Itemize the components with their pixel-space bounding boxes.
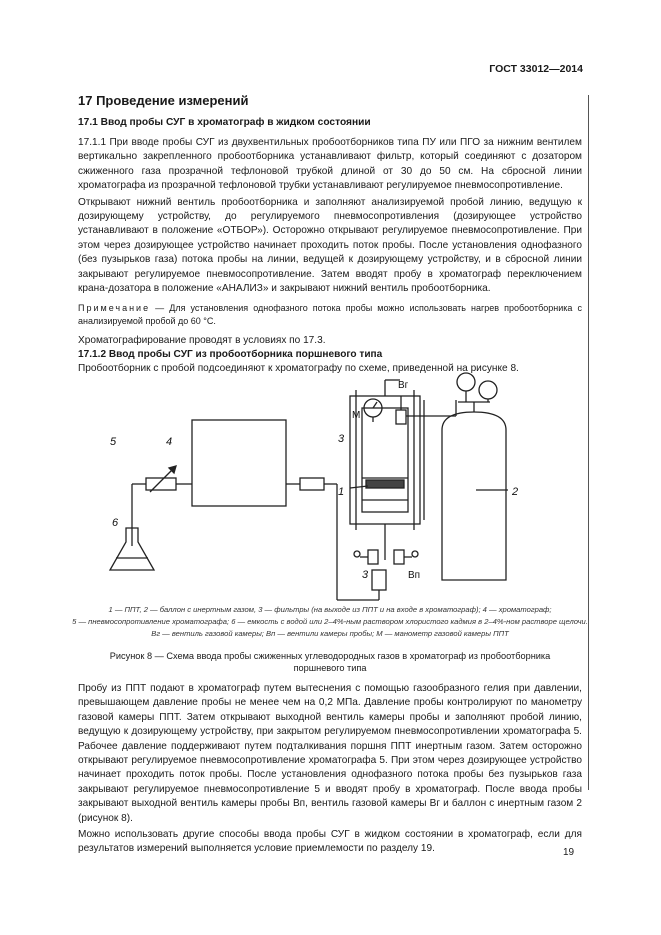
standard-header: ГОСТ 33012—2014 <box>489 63 583 75</box>
body-text-top <box>78 136 582 377</box>
paragraph-sample-feed: Пробу из ППТ подают в хроматограф путем вытеснения с помощью газообразного гелия при давлении, превышающем давление пробы не менее чем на 0,2 МПа. Давление пробы контролируют по манометру газовой камеры ППТ. Затем открывают выходной вентиль камеры пробы и заполняют пробой линию, ведущую к дозирующему устройству, при закрытом регулируемом пневмосопротивлении хроматографа 5. Рабочее давление поддерживают путем подталкивания поршня ППТ инертным газом. Затем осторожно открывают регулируемое пневмосопротивление хроматографа 5. При этом через дозирующее устройство начинает проходить поток пробы. После установления однофазного потока пробы без пузырьков газа закрывают регулируемое пневмосопротивление 5 и вводят пробу в хроматограф. После ввода пробы закрывают выходной вентиль камеры пробы Вп, вентиль газовой камеры Вг и баллон с инертным газом 2 (рисунок 8). <box>78 683 582 824</box>
body-text-bottom <box>78 682 582 857</box>
figure-8-diagram <box>0 360 661 610</box>
label-3-bottom: 3 <box>362 569 369 581</box>
paragraph-17-1-1: 17.1.1 При вводе пробы СУГ из двухвентильных пробоотборников типа ПУ или ПГО за нижним вентилем вертикально закрепленного пробоотборника устанавливают фильтр, который соединяют с дозатором сжиженного газа прозрачной тефлоновой трубкой длиной от 30 до 50 см. На сбросной линии хроматографа из прозрачной тефлоновой трубки устанавливают регулируемое пневмосопротивление. <box>78 137 582 192</box>
label-1: 1 <box>338 486 345 498</box>
page-number: 19 <box>563 847 575 858</box>
gas-cylinder <box>442 412 506 580</box>
figure-caption <box>70 650 590 674</box>
paragraph-open-valve: Открывают нижний вентиль пробоотборника и заполняют анализируемой пробой линию, ведущую к дозирующему устройству, до регулируемого пневмосопротивления (дозирующее устройство устанавливают в положение «ОТБОР»). Осторожно открывают регулируемое пневмосопротивление. При этом через дозирующее устройство начинает проходить поток пробы. После установления однофазного (без пузырьков газа) потока пробы на линии, ведущей к дозирующему устройству, и в сбросной линии закрывают регулируемое пневмосопротивление. Затем вводят пробу в хроматограф переключением крана-дозатора в положение «АНАЛИЗ» и закрывают нижний вентиль пробоотборника. <box>78 196 582 295</box>
figure-legend <box>70 604 590 640</box>
paragraph-connect: Пробоотборник с пробой подсоединяют к хроматографу по схеме, приведенной на рисунке 8. <box>78 363 519 375</box>
label-3-top: 3 <box>338 433 345 445</box>
label-2: 2 <box>512 486 519 498</box>
pneumo-resistance <box>146 478 176 490</box>
section-title: 17 Проведение измерений <box>78 93 249 108</box>
subsection-title: 17.1 Ввод пробы СУГ в хроматограф в жидком состоянии <box>78 117 371 128</box>
caption-line-1: Рисунок 8 — Схема ввода пробы сжиженных углеводородных газов в хроматограф из пробоотборника <box>109 651 551 661</box>
filter-bottom <box>372 570 386 590</box>
gauge-cylinder-1 <box>457 373 475 391</box>
chromatograph-box <box>192 420 286 506</box>
paragraph-other-methods: Можно использовать другие способы ввода пробы СУГ в жидком состоянии в хроматограф, если для результатов измерений выполняется условие приемлемости по разделу 19. <box>78 829 582 855</box>
label-m: М <box>352 410 361 421</box>
legend-line-1: 1 — ППТ, 2 — баллон с инертным газом, 3 — фильтры (на выходе из ППТ и на входе в хроматограф); 4 — хроматограф; <box>108 605 552 614</box>
piston-sampler <box>350 396 420 524</box>
legend-line-2: 5 — пневмосопротивление хроматографа; 6 — емкость с водой или 2–4%-ным раствором хлористого кадмия в 2–4%-ном растворе щелочи. Вг — вентиль газовой камеры; Вп — вентили камеры пробы; М — манометр газовой камеры ППТ <box>72 617 588 638</box>
note-label: Примечание <box>78 303 151 314</box>
note-text: — Для установления однофазного потока пробы можно использовать нагрев пробоотборника с анализируемой пробой до 60 °С. <box>78 303 582 327</box>
label-6: 6 <box>112 517 119 529</box>
gauge-cylinder-2 <box>479 381 497 399</box>
label-4: 4 <box>166 436 173 448</box>
label-vg: Вг <box>398 380 409 391</box>
caption-line-2: поршневого типа <box>293 663 367 673</box>
label-5: 5 <box>110 436 117 448</box>
paragraph-chromatography: Хроматографирование проводят в условиях по 17.3. <box>78 334 326 346</box>
filter-top <box>300 478 324 490</box>
label-vp: Вп <box>408 570 421 581</box>
subsection-17-1-2-title: 17.1.2 Ввод пробы СУГ из пробоотборника поршневого типа <box>78 349 383 361</box>
note <box>78 302 582 327</box>
